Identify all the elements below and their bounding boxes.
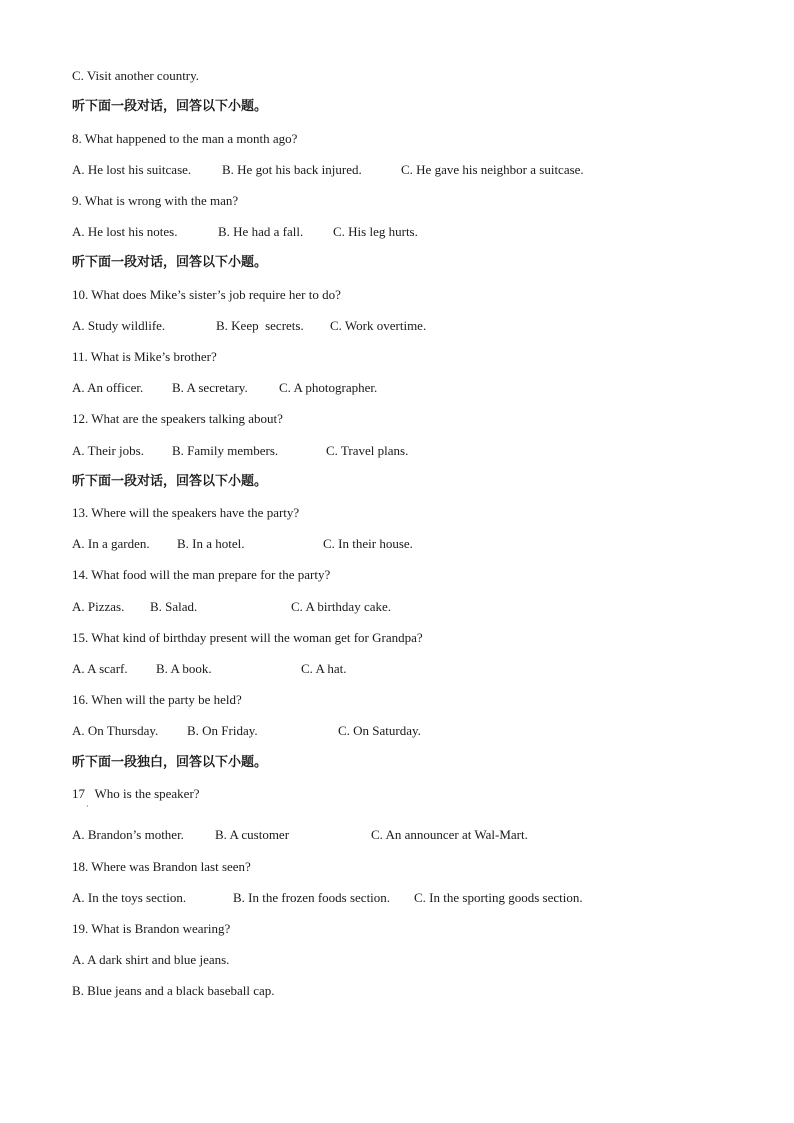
q9-option-a: A. He lost his notes. <box>72 224 178 239</box>
q13-option-c: C. In their house. <box>323 536 413 551</box>
q15-option-c: C. A hat. <box>301 661 347 676</box>
q17-option-b: B. A customer <box>215 827 290 842</box>
q13-option-b: B. In a hotel. <box>177 536 245 551</box>
q19-option-b: B. Blue jeans and a black baseball cap. <box>72 983 275 998</box>
question-14: 14. What food will the man prepare for the party? <box>72 567 331 582</box>
stray-dot: · <box>86 802 89 811</box>
q15-option-a: A. A scarf. <box>72 661 128 676</box>
q10-option-a: A. Study wildlife. <box>72 318 166 333</box>
q18-option-a: A. In the toys section. <box>72 890 187 905</box>
q19-option-a: A. A dark shirt and blue jeans. <box>72 952 230 967</box>
question-15: 15. What kind of birthday present will the woman get for Grandpa? <box>72 630 423 645</box>
section-instruction: 听下面一段对话，回答以下小题。 <box>72 474 268 489</box>
q18-option-c: C. In the sporting goods section. <box>414 890 583 905</box>
q14-option-b: B. Salad. <box>150 599 198 614</box>
q18-option-b: B. In the frozen foods section. <box>233 890 391 905</box>
q12-option-c: C. Travel plans. <box>326 443 409 458</box>
q15-option-b: B. A book. <box>156 661 212 676</box>
section-instruction: 听下面一段独白，回答以下小题。 <box>72 755 268 770</box>
question-13: 13. Where will the speakers have the party? <box>72 505 300 520</box>
q11-option-a: A. An officer. <box>72 380 144 395</box>
question-19: 19. What is Brandon wearing? <box>72 921 231 936</box>
q16-option-a: A. On Thursday. <box>72 723 159 738</box>
q12-option-a: A. Their jobs. <box>72 443 144 458</box>
q9-option-c: C. His leg hurts. <box>333 224 418 239</box>
q8-option-c: C. He gave his neighbor a suitcase. <box>401 162 584 177</box>
q11-option-c: C. A photographer. <box>279 380 378 395</box>
question-16: 16. When will the party be held? <box>72 692 242 707</box>
option-c-q7: C. Visit another country. <box>72 68 200 83</box>
section-instruction: 听下面一段对话，回答以下小题。 <box>72 99 268 114</box>
q10-option-c: C. Work overtime. <box>330 318 427 333</box>
question-18: 18. Where was Brandon last seen? <box>72 859 251 874</box>
q13-option-a: A. In a garden. <box>72 536 150 551</box>
question-11: 11. What is Mike’s brother? <box>72 349 217 364</box>
q8-option-a: A. He lost his suitcase. <box>72 162 192 177</box>
q14-option-c: C. A birthday cake. <box>291 599 392 614</box>
question-8: 8. What happened to the man a month ago? <box>72 131 298 146</box>
q12-option-b: B. Family members. <box>172 443 279 458</box>
q14-option-a: A. Pizzas. <box>72 599 125 614</box>
q16-option-b: B. On Friday. <box>187 723 258 738</box>
question-10: 10. What does Mike’s sister’s job require her to do? <box>72 287 341 302</box>
q8-option-b: B. He got his back injured. <box>222 162 362 177</box>
q16-option-c: C. On Saturday. <box>338 723 421 738</box>
q9-option-b: B. He had a fall. <box>218 224 304 239</box>
question-17: 17 Who is the speaker? <box>72 786 200 801</box>
section-instruction: 听下面一段对话，回答以下小题。 <box>72 255 268 270</box>
q17-option-a: A. Brandon’s mother. <box>72 827 184 842</box>
q10-option-b: B. Keep secrets. <box>216 318 304 333</box>
q17-option-c: C. An announcer at Wal-Mart. <box>371 827 528 842</box>
question-12: 12. What are the speakers talking about? <box>72 411 283 426</box>
q11-option-b: B. A secretary. <box>172 380 248 395</box>
question-9: 9. What is wrong with the man? <box>72 193 239 208</box>
